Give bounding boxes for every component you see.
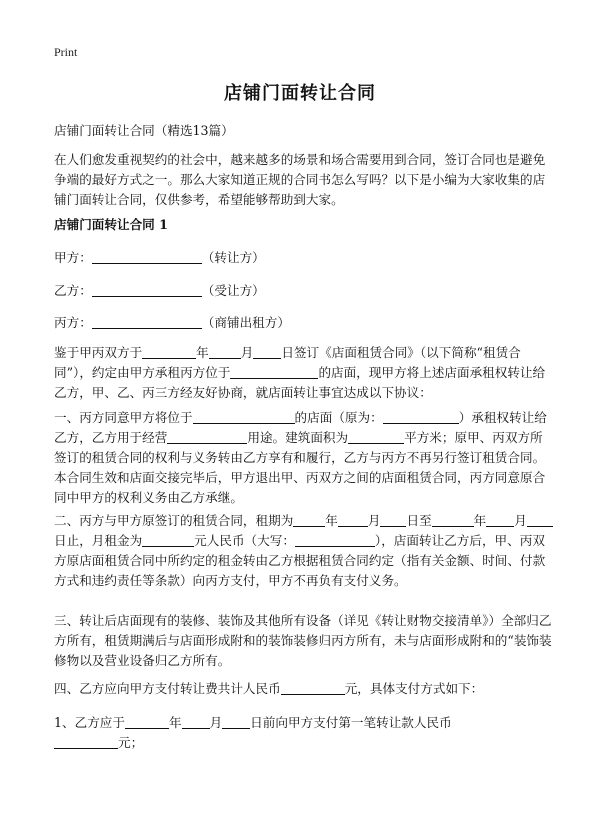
party-b-label: 乙方： [54, 283, 92, 298]
clause-2-text-c: 月 [367, 513, 381, 528]
preamble-paragraph [54, 343, 554, 403]
clause-4-1-text-b: 年 [168, 715, 182, 730]
clause-4-paragraph [54, 679, 554, 699]
clause-2-text-h: 元人民币（大写： [194, 533, 295, 548]
clause-1-paragraph [54, 408, 554, 508]
clause-4-text-a: 四、乙方应向甲方支付转让费共计人民币 [54, 681, 281, 696]
party-b-role: （受让方） [201, 283, 265, 298]
party-c-label: 丙方： [54, 315, 92, 330]
blank [230, 365, 318, 379]
section-heading-1: 店铺门面转让合同 1 [54, 217, 168, 232]
party-a-line [54, 248, 554, 268]
clause-4-1-text-e: 元； [118, 735, 144, 750]
intro-paragraph: 在人们愈发重视契约的社会中，越来越多的场景和场合需要用到合同，签订合同也是避免争端的最好方式之一。那么大家知道正规的合同书怎么写吗？以下是小编为大家收集的店铺门面转让合同，仅供参考，希望能够帮助到大家。 [54, 152, 546, 207]
clause-1-text-e: 平方米；原甲、丙双方所签订的租赁合同的权利与义务转由乙方享有和履行，乙方与丙方不再另行签订租赁合同。本合同生效和店面交接完毕后，甲方退出甲、丙双方之间的店面租赁合同，丙方同意原合同中甲方的权利义务由乙方承继。 [54, 430, 546, 505]
clause-1-text-b: 的店面（原为： [294, 410, 383, 425]
party-c-role: （商铺出租方） [201, 315, 290, 330]
clause-4-1-text-c: 月 [209, 715, 223, 730]
clause-2-text-a: 二、丙方与甲方原签订的租赁合同，租期为 [54, 513, 294, 528]
blank [142, 345, 196, 359]
blank [182, 715, 210, 729]
preamble-text-e: 的店面，现甲方将上述店面承租权转让给乙方，甲、乙、丙三方经友好协商，就店面转让事宜达成以下协议： [54, 365, 546, 400]
blank [209, 345, 241, 359]
clause-4-1-text-d: 日前向甲方支付第一笔转让款人民币 [250, 715, 452, 730]
party-a-label: 甲方： [54, 250, 92, 265]
clause-4-1-text-a: 1、乙方应于 [54, 715, 125, 730]
blank [383, 410, 459, 424]
blank [295, 533, 375, 547]
blank [167, 430, 247, 444]
party-c-blank [92, 315, 202, 329]
clause-2-text-e: 年 [473, 513, 487, 528]
blank [253, 345, 281, 359]
blank [380, 513, 406, 527]
subtitle: 店铺门面转让合同（精选13篇） [54, 123, 234, 138]
clause-4-text-b: 元，具体支付方式如下： [344, 681, 484, 696]
party-a-blank [92, 250, 202, 264]
preamble-text-d: 日签订《店面租赁合同》（以下简称“租赁合同”），约定由甲方承租丙方位于 [54, 345, 521, 380]
blank [281, 681, 345, 695]
blank [338, 513, 368, 527]
party-a-role: （转让方） [201, 250, 265, 265]
clause-1-text-a: 一、丙方同意甲方将位于 [54, 410, 193, 425]
clause-3-paragraph: 三、转让后店面现有的装修、装饰及其他所有设备（详见《转让财物交接清单》）全部归乙方所有，租赁期满后与店面形成附和的装饰装修归丙方所有，未与店面形成附和的“装饰装修物以及营业设备归乙方所有。 [54, 613, 552, 668]
blank [432, 513, 474, 527]
page-title: 店铺门面转让合同 [224, 83, 376, 104]
blank [54, 735, 118, 749]
blank [348, 430, 404, 444]
clause-2-text-i: ），店面转让乙方后，甲、丙双方原店面租赁合同中所约定的租金转由乙方根据租赁合同约定（指有关金额、时间、付款方式和违约责任等条款）向丙方支付，甲方不再负有支付义务。 [54, 533, 546, 588]
clause-2-text-b: 年 [325, 513, 338, 528]
preamble-text-a: 鉴于甲丙双方于 [54, 345, 143, 360]
party-b-blank [92, 283, 202, 297]
blank [142, 533, 194, 547]
preamble-text-b: 年 [196, 345, 209, 360]
clause-4-1-paragraph [54, 713, 554, 753]
blank [486, 513, 514, 527]
party-b-line [54, 281, 554, 301]
clause-2-text-d: 日至 [406, 513, 432, 528]
party-c-line [54, 313, 554, 333]
clause-2-text-g: 日止，月租金为 [54, 533, 143, 548]
blank [222, 715, 250, 729]
blank [293, 513, 325, 527]
print-link[interactable]: Print [54, 45, 78, 59]
blank [125, 715, 169, 729]
blank [527, 513, 553, 527]
clause-1-text-d: 用途。建筑面积为 [247, 430, 349, 445]
clause-1-text-c: ）承租权转让给乙方，乙方用于经营 [54, 410, 547, 445]
preamble-text-c: 月 [240, 345, 254, 360]
clause-2-text-f: 月 [514, 513, 527, 528]
clause-2-paragraph [54, 511, 554, 591]
blank [193, 410, 295, 424]
